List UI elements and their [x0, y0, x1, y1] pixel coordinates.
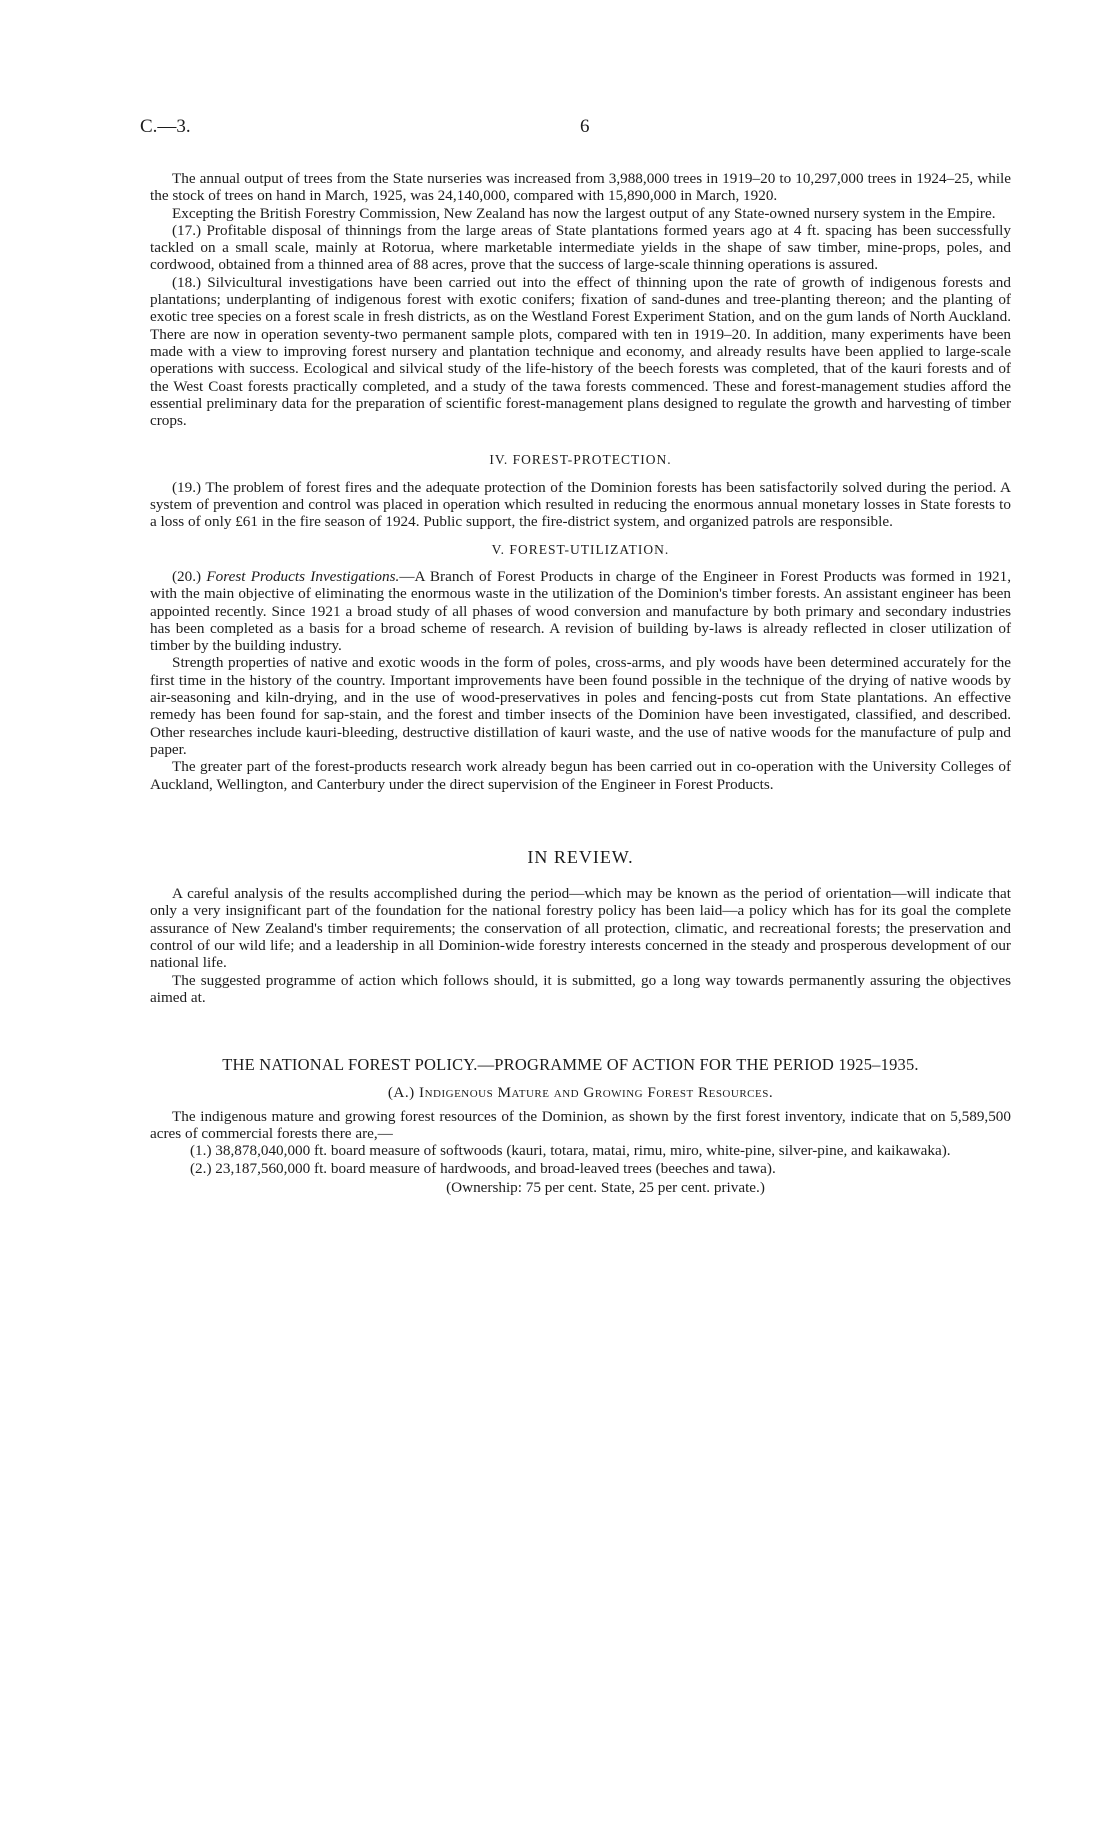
- paragraph-17-thinnings: (17.) Profitable disposal of thinnings from the large areas of State plantations formed years ago at 4 ft. spacing has been successfully tackled on a small scale, mainly at Rotorua, where marketable intermediate yields in the shape of saw timber, mine-props, poles, and cordwood, obtained from a thinned area of 88 acres, prove that the success of large-scale thinning operations is assured.: [150, 221, 1011, 274]
- paragraph-strength-properties: Strength properties of native and exotic woods in the form of poles, cross-arms, and ply woods have been determined accurately for the first time in the history of the country. Important improvements have been found possible in the technique of the drying of native woods by air-seasoning and kiln-drying, and in the use of wood-preservatives in poles and fencing-posts cut from State plantations. An effective remedy has been found for sap-stain, and the forest and timber insects of the Dominion have been investigated, classified, and described. Other researches include kauri-bleeding, destructive distillation of kauri waste, and the use of native woods for the manufacture of pulp and paper.: [150, 654, 1011, 758]
- ownership-note: (Ownership: 75 per cent. State, 25 per cent. private.): [446, 1178, 765, 1196]
- paragraph-cooperation: The greater part of the forest-products research work already begun has been carried out in co-operation with the University Colleges of Auckland, Wellington, and Canterbury under the direct supervision of the Engineer in Forest Products.: [150, 758, 1011, 793]
- paragraph-nursery-system: Excepting the British Forestry Commission, New Zealand has now the largest output of any State-owned nursery system in the Empire.: [172, 204, 996, 222]
- paragraph-nursery-output: The annual output of trees from the State nurseries was increased from 3,988,000 trees in 1919–20 to 10,297,000 trees in 1924–25, while the stock of trees on hand in March, 1925, was 24,140,000, compared with 15,890,000 in March, 1920.: [150, 170, 1011, 205]
- programme-heading: THE NATIONAL FOREST POLICY.—PROGRAMME OF ACTION FOR THE PERIOD 1925–1935.: [222, 1055, 919, 1075]
- section-heading-forest-utilization: V. FOREST-UTILIZATION.: [491, 541, 670, 557]
- programme-subheading: (A.) Indigenous Mature and Growing Forest Resources.: [387, 1084, 774, 1102]
- paragraph-review-analysis: A careful analysis of the results accomplished during the period—which may be known as the period of orientation—will indicate that only a very insignificant part of the foundation for the national forestry policy has been laid—a policy which has for its goal the complete assurance of New Zealand's timber requirements; the conservation of all protection, climatic, and recreational forests; the preservation and control of our wild life; and a leadership in all Dominion-wide forestry interests concerned in the steady and prosperous development of our national life.: [150, 885, 1011, 972]
- paragraph-title: Forest Products Investigations.: [206, 567, 400, 585]
- paragraph-body: —A Branch of Forest Products in charge of the Engineer in Forest Products was formed in 1921, with the main objective of eliminating the enormous waste in the utilization of the Dominion's timber forests. An assistant engineer has been appointed recently. Since 1921 a broad study of all phases of wood conversion and manufacture by both primary and secondary industries has been completed as a basis for a broad scheme of research. A revision of building by-laws is already reflected in closer utilization of timber by the building industry.: [150, 567, 1012, 655]
- paragraph-20-forest-products: [150, 568, 1011, 654]
- section-heading-forest-protection: IV. FOREST-PROTECTION.: [489, 452, 672, 468]
- list-item-softwoods: (1.) 38,878,040,000 ft. board measure of softwoods (kauri, totara, matai, rimu, miro, white-pine, silver-pine, and kaikawaka).: [190, 1142, 951, 1160]
- resource-list: [150, 1142, 1011, 1177]
- paragraph-programme-intro: The indigenous mature and growing forest resources of the Dominion, as shown by the first forest inventory, indicate that on 5,589,500 acres of commercial forests there are,—: [150, 1107, 1011, 1143]
- paragraph-19-fires: (19.) The problem of forest fires and the adequate protection of the Dominion forests has been satisfactorily solved during the period. A system of prevention and control was placed in operation which resulted in reducing the enormous annual monetary losses in State forests to a loss of only £61 in the fire season of 1924. Public support, the fire-district system, and organized patrols are responsible.: [150, 478, 1011, 531]
- paragraph-18-silviculture: (18.) Silvicultural investigations have been carried out into the effect of thinning upon the rate of growth of indigenous forests and plantations; underplanting of indigenous forest with exotic conifers; fixation of sand-dunes and tree-planting thereon; and the planting of exotic tree species on a forest scale in fresh districts, as on the Westland Forest Experiment Station, and on the gum lands of North Auckland. There are now in operation seventy-two permanent sample plots, compared with ten in 1919–20. In addition, many experiments have been made with a view to improving forest nursery and plantation technique and economy, and already results have been applied to large-scale operations with success. Ecological and silvical study of the life-history of the beech forests was completed, that of the kauri forests and of the West Coast forests practically completed, and a study of the tawa forests commenced. These and forest-management studies afford the essential preliminary data for the preparation of scientific forest-management plans designed to regulate the growth and harvesting of timber crops.: [150, 273, 1011, 430]
- paragraph-review-programme: The suggested programme of action which follows should, it is submitted, go a long way towards permanently assuring the objectives aimed at.: [150, 971, 1011, 1006]
- intro-section: [150, 170, 1011, 429]
- review-heading: IN REVIEW.: [527, 846, 634, 867]
- paragraph-number: (20.): [172, 567, 202, 585]
- page-header: [140, 116, 1011, 142]
- page-number: 6: [580, 116, 590, 137]
- document-reference: C.—3.: [140, 116, 191, 137]
- list-item-hardwoods: (2.) 23,187,560,000 ft. board measure of hardwoods, and broad-leaved trees (beeches and tawa).: [190, 1159, 776, 1177]
